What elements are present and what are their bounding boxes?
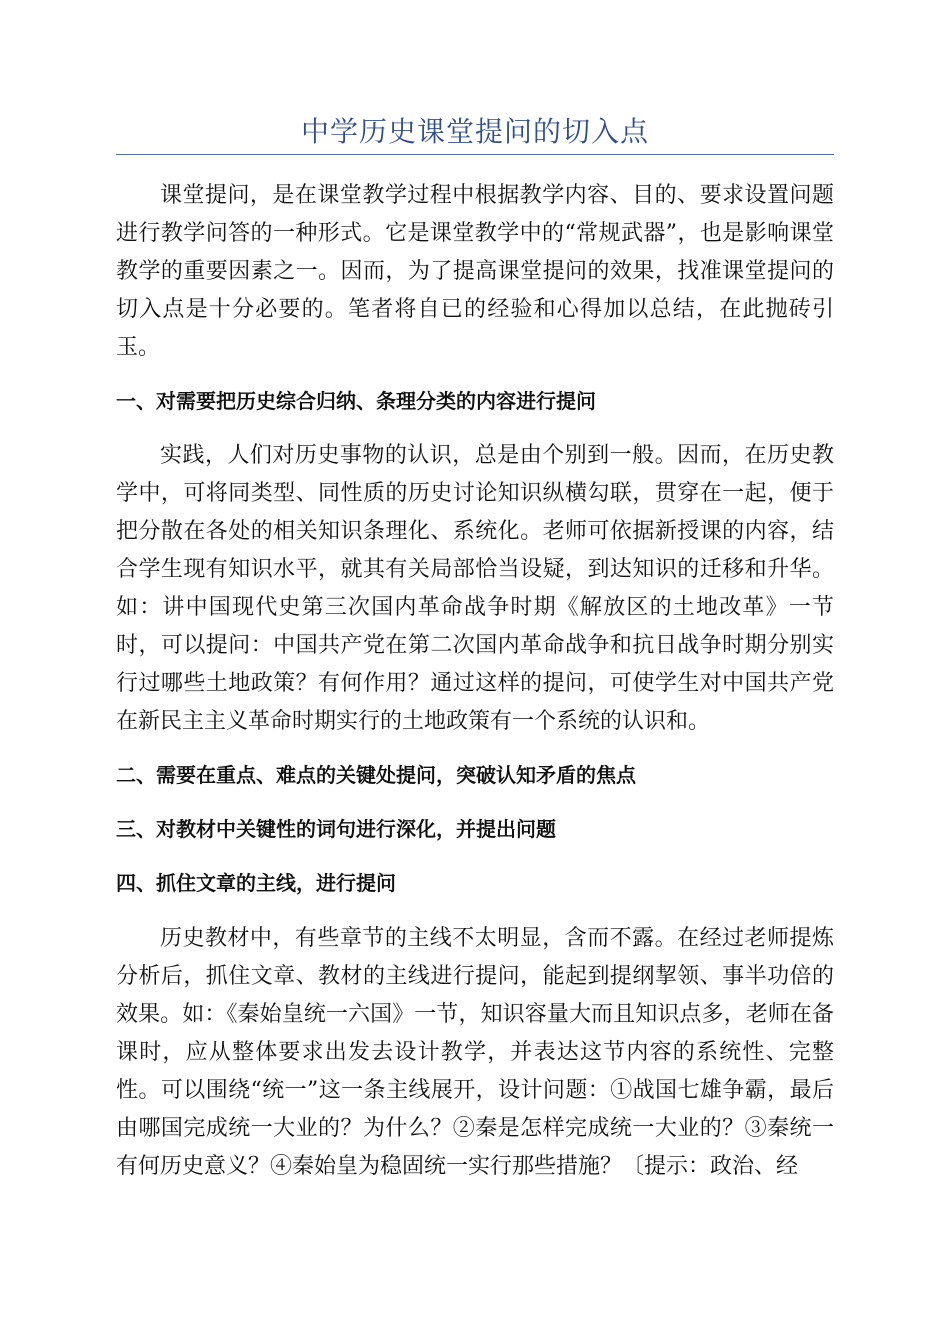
title-underline [116, 154, 834, 155]
section-heading-4: 四、抓住文章的主线，进行提问 [116, 871, 396, 895]
section-heading-3: 三、对教材中关键性的词句进行深化，并提出问题 [116, 817, 556, 841]
section-heading-2: 二、需要在重点、难点的关键处提问，突破认知矛盾的焦点 [116, 763, 636, 787]
intro-paragraph: 课堂提问，是在课堂教学过程中根据教学内容、目的、要求设置问题进行教学问答的一种形式。它是课堂教学中的“常规武器”，也是影响课堂教学的重要因素之一。因而，为了提高课堂提问的效果，找准课堂提问的切入点是十分必要的。笔者将自已的经验和心得加以总结，在此抛砖引玉。 [116, 183, 834, 360]
section-body-4: 历史教材中，有些章节的主线不太明显，含而不露。在经过老师提炼分析后，抓住文章、教材的主线进行提问，能起到提纲挈领、事半功倍的效果。如：《秦始皇统一六国》一节，知识容量大而且知识点多，老师在备课时，应从整体要求出发去设计教学，并表达这节内容的系统性、完整性。可以围绕“统一”这一条主线展开，设计问题：①战国七雄争霸，最后由哪国完成统一大业的？为什么？②秦是怎样完成统一大业的？③秦统一有何历史意义？④秦始皇为稳固统一实行那些措施？〔提示：政治、经 [116, 926, 834, 1179]
section-heading-1: 一、对需要把历史综合归纳、条理分类的内容进行提问 [116, 389, 596, 413]
document-title: 中学历史课堂提问的切入点 [300, 115, 649, 148]
section-body-1: 实践，人们对历史事物的认识，总是由个别到一般。因而，在历史教学中，可将同类型、同性质的历史讨论知识纵横勾联，贯穿在一起，便于把分散在各处的相关知识条理化、系统化。老师可依据新授课的内容，结合学生现有知识水平，就其有关局部恰当设疑，到达知识的迁移和升华。如：讲中国现代史第三次国内革命战争时期《解放区的土地改革》一节时，可以提问：中国共产党在第二次国内革命战争和抗日战争时期分别实行过哪些土地政策？有何作用？通过这样的提问，可使学生对中国共产党在新民主主义革命时期实行的土地政策有一个系统的认识和。 [116, 443, 834, 734]
